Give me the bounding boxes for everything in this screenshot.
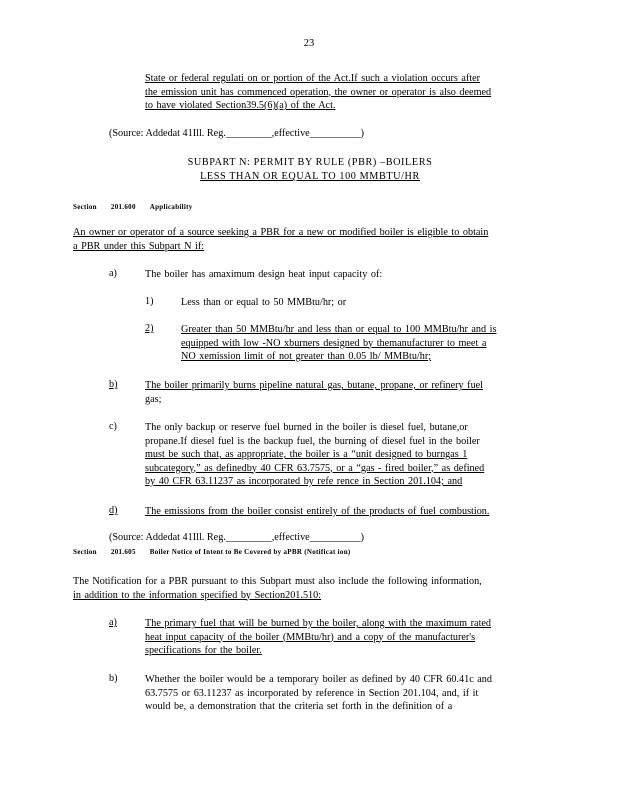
source-reg-blank: _________ [225, 532, 272, 543]
item-a2-line-2: equipped with low -NO xburners designed by themanufacturer to meet a [181, 337, 487, 349]
item-a2-text [181, 323, 541, 364]
source-effective-blank: __________ [309, 128, 361, 139]
item-c-line-3: must be such that, as appropriate, the boiler is a “unit designed to burngas 1 [145, 449, 468, 460]
item-c-line-1: The only backup or reserve fuel burned in the boiler is diesel fuel, butane,or [145, 422, 468, 433]
item2-a-line-2: heat input capacity of the boiler (MMBtu/hr) and a copy of the manufacturer's [145, 631, 476, 643]
item-a2-label: 2) [145, 323, 154, 334]
item-b-line-2: gas; [145, 393, 162, 405]
item2-a-line-3: specifications for the boiler. [145, 645, 262, 656]
section-title: Boiler Notice of Intent to Be Covered by aPBR (Notificat ion) [149, 548, 351, 556]
section-word: Section [73, 203, 97, 211]
notification-line-1: The Notification for a PBR pursuant to this Subpart must also include the following information, [73, 576, 482, 587]
item2-a-label: a) [109, 617, 117, 628]
item2-a-text [145, 617, 541, 658]
applicability-line-1: An owner or operator of a source seeking a PBR for a new or modified boiler is eligible to obtain [73, 227, 489, 238]
item2-b-line-3: would be, a demonstration that the criteria set forth in the definition of a [145, 701, 453, 712]
item-b-line-1: The boiler primarily burns pipeline natural gas, butane, propane, or refinery fuel [145, 380, 484, 391]
item-b-label: b) [109, 379, 118, 390]
item-a2-line-3: NO xemission limit of not greater than 0.05 lb/ MMBtu/hr; [181, 351, 432, 362]
source-effective-blank: __________ [309, 532, 361, 543]
item-a2-line-1: Greater than 50 MMBtu/hr and less than or equal to 100 MMBtu/hr and is [181, 324, 497, 335]
source-note-prefix: (Source: Addedat 41Ill. Reg. [109, 532, 226, 543]
item-c-line-4: subcategory,” as definedby 40 CFR 63.7575, or a “gas - fired boiler,” as defined [145, 462, 485, 474]
item2-b-text [145, 673, 541, 714]
source-effective: ,effective [271, 128, 310, 139]
intro-line-1: State or federal regulati on or portion of the Act.If such a violation occurs after [145, 73, 481, 84]
section-heading-600 [73, 203, 233, 211]
section-word: Section [73, 548, 97, 556]
item2-a-line-1: The primary fuel that will be burned by the boiler, along with the maximum rated [145, 618, 492, 629]
item-c-label: c) [109, 421, 117, 432]
item-a-label: a) [109, 268, 117, 279]
item-d-label: d) [109, 505, 118, 516]
item2-b-label: b) [109, 673, 118, 684]
section-heading-605 [73, 548, 493, 556]
intro-paragraph [145, 72, 541, 113]
intro-line-3: to have violated Section39.5(6)(a) of the Act. [145, 100, 336, 111]
source-close: ) [360, 532, 365, 543]
source-note-2 [109, 532, 509, 543]
item-a-text: The boiler has amaximum design heat input capacity of: [145, 269, 383, 280]
source-effective: ,effective [271, 532, 310, 543]
intro-line-2: the emission unit has commenced operation, the owner or operator is also deemed [145, 86, 492, 98]
source-reg-blank: _________ [225, 128, 272, 139]
item-a1-label: 1) [145, 296, 154, 307]
subpart-line-2: LESS THAN OR EQUAL TO 100 MMBTU/HR [200, 171, 420, 182]
item-b-text [145, 379, 541, 406]
source-note-1 [109, 128, 509, 139]
item-c-line-5: by 40 CFR 63.11237 as incorporated by refe rence in Section 201.104; and [145, 476, 463, 487]
subpart-heading [130, 156, 490, 184]
item2-b-line-2: 63.7575 or 63.11237 as incorporated by reference in Section 201.104, and, if it [145, 687, 479, 699]
item-c-line-2: propane.If diesel fuel is the backup fuel, the burning of diesel fuel in the boiler [145, 435, 480, 447]
section-number: 201.605 [110, 548, 136, 556]
page-number: 23 [303, 38, 315, 49]
section-number: 201.600 [110, 203, 136, 211]
item-a1-text: Less than or equal to 50 MMBtu/hr; or [181, 297, 347, 308]
section-title: Applicability [149, 203, 193, 211]
item2-b-line-1: Whether the boiler would be a temporary boiler as defined by 40 CFR 60.41c and [145, 674, 492, 685]
subpart-line-1: SUBPART N: PERMIT BY RULE (PBR) –BOILERS [187, 157, 433, 168]
source-note-prefix: (Source: Addedat 41Ill. Reg. [109, 128, 226, 139]
source-close: ) [360, 128, 365, 139]
applicability-paragraph [73, 226, 541, 253]
applicability-line-2: a PBR under this Subpart N if: [73, 240, 205, 252]
notification-line-2: in addition to the information specified by Section201.510: [73, 589, 322, 601]
notification-paragraph [73, 575, 541, 602]
item-c-text [145, 421, 541, 489]
item-d-text: The emissions from the boiler consist entirely of the products of fuel combustion. [145, 506, 490, 517]
